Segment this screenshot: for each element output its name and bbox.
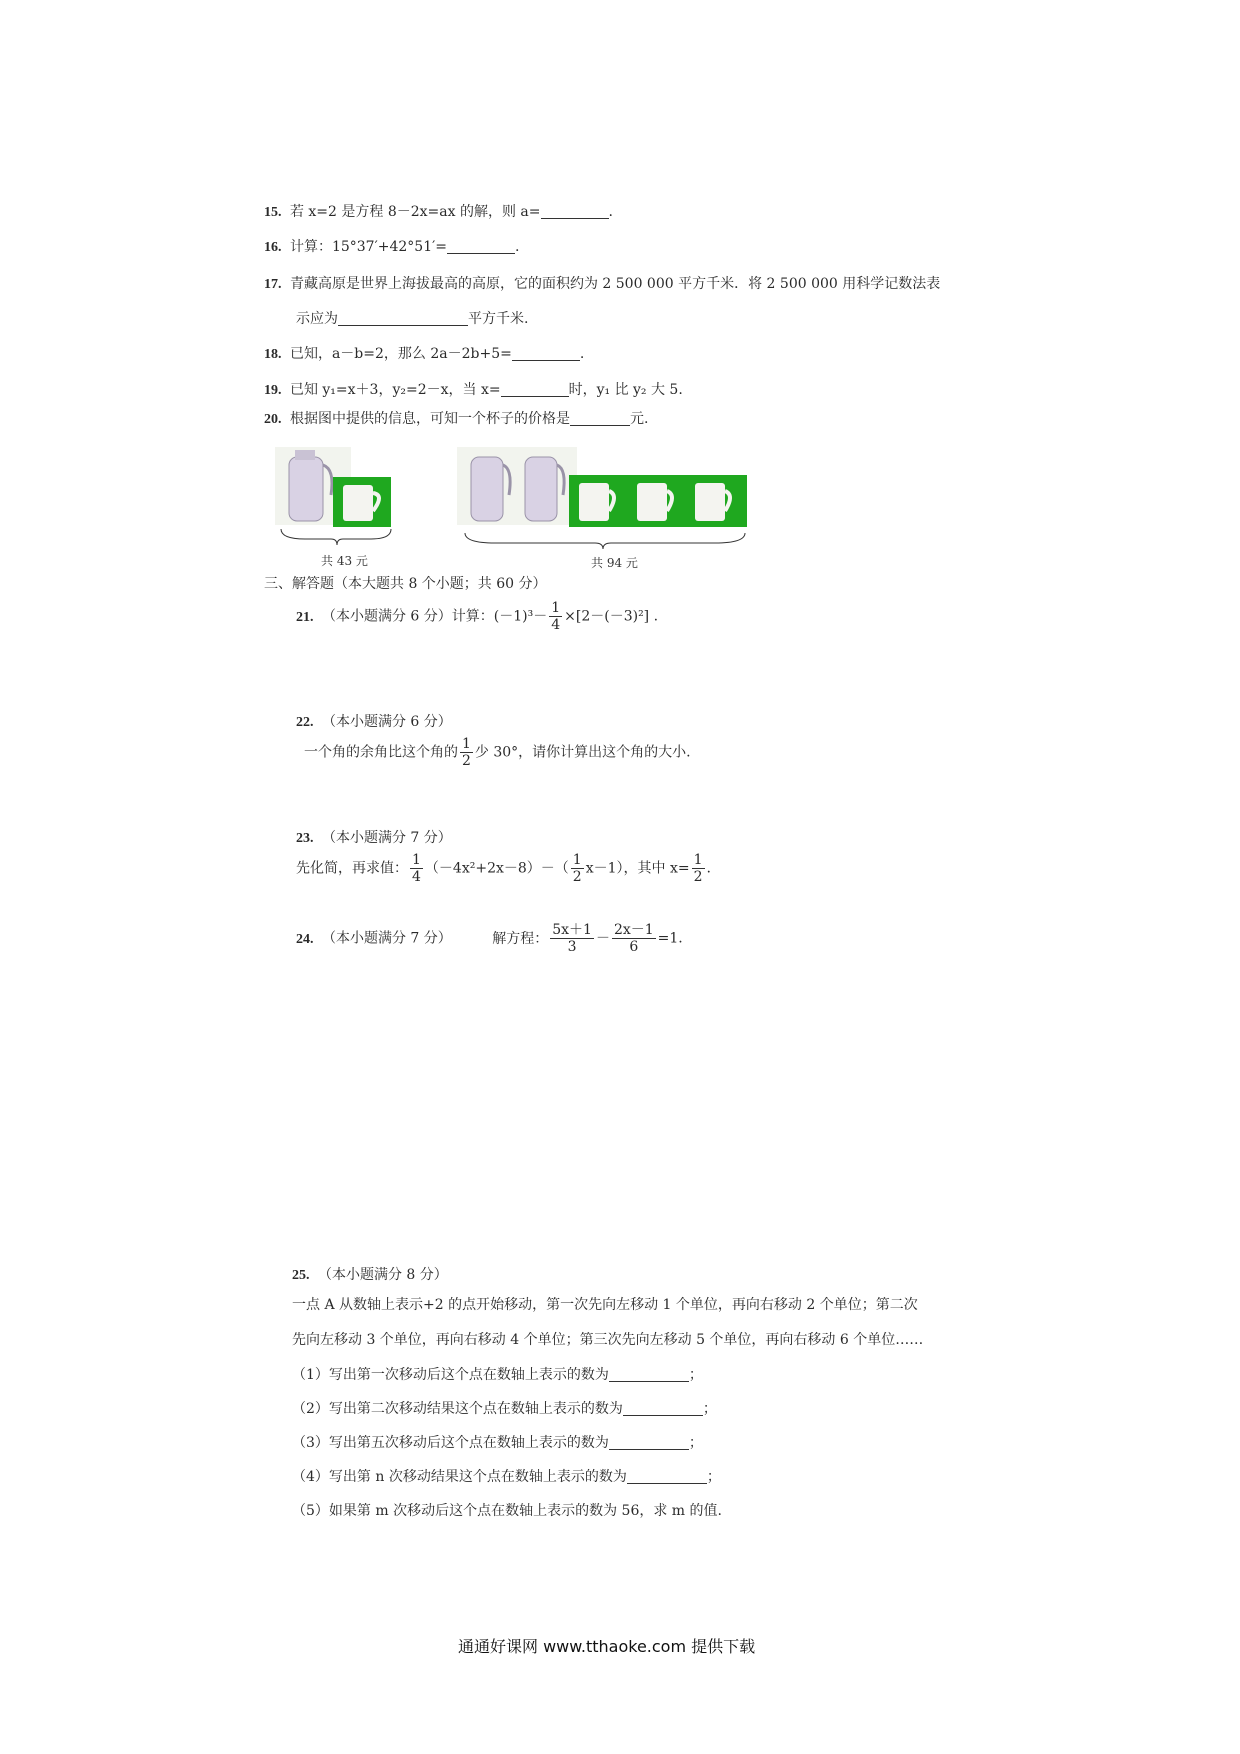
answer-blank[interactable] [501,382,569,397]
question-23-head: 23. （本小题满分 7 分） [296,830,452,846]
answer-blank[interactable] [609,1435,689,1450]
question-text: 青藏高原是世界上海拔最高的高原，它的面积约为 2 500 000 平方千米．将 2 500 000 用科学记数法表 [289,276,941,292]
question-text: 解方程： [492,930,549,947]
sub-question-1: （1）写出第一次移动后这个点在数轴上表示的数为 ； [292,1367,703,1383]
question-text: 已知，a－b=2，那么 2a－2b+5= [289,346,512,362]
question-17-line2: 示应为 平方千米. [296,311,529,327]
fraction: $\frac{1}{2}$ [572,852,582,885]
fraction: $\frac{1}{2}$ [693,852,703,885]
price-label-1: 共 43 元 [321,554,368,568]
answer-blank[interactable] [609,1367,689,1382]
question-19: 19. 已知 y₁=x＋3，y₂=2－x，当 x= 时，y₁ 比 y₂ 大 5. [264,382,683,398]
flask-image [457,447,577,525]
section-title: 三、解答题（本大题共 8 个小题；共 60 分） [264,576,547,592]
question-text: 已知 y₁=x＋3，y₂=2－x，当 x= [289,382,501,398]
question-text: 一个角的余角比这个角的 [304,744,458,761]
fraction: $\frac{5x+1}{3}$ [552,922,592,955]
question-number: 16. [264,240,282,255]
fraction: $\frac{1}{4}$ [551,600,561,633]
question-number: 23. [296,831,314,846]
answer-blank[interactable] [541,204,609,219]
answer-blank[interactable] [512,346,580,361]
question-25-head: 25. （本小题满分 8 分） [292,1267,448,1283]
fraction: $\frac{1}{2}$ [462,736,471,769]
question-25-text-2: 先向左移动 3 个单位，再向右移动 4 个单位；第三次先向左移动 5 个单位，再向右移动 6 个单位…… [292,1332,924,1348]
question-text: 根据图中提供的信息，可知一个杯子的价格是 [289,411,570,427]
question-number: 20. [264,412,282,427]
question-18: 18. 已知，a－b=2，那么 2a－2b+5= . [264,346,585,362]
answer-blank[interactable] [627,1469,707,1484]
sub-question-4: （4）写出第 n 次移动结果这个点在数轴上表示的数为 ； [292,1469,721,1485]
question-number: 21. [296,609,314,625]
question-text: 计算：15°37′+42°51′= [289,239,448,255]
question-number: 17. [264,277,282,292]
question-text: （本小题满分 6 分）计算：(－1)³－ [321,608,548,625]
question-20: 20. 根据图中提供的信息，可知一个杯子的价格是 元. [264,411,649,427]
answer-blank[interactable] [447,239,515,254]
sub-question-5: （5）如果第 m 次移动后这个点在数轴上表示的数为 56，求 m 的值. [292,1503,722,1519]
cup-image [569,475,747,527]
question-number: 19. [264,383,282,398]
brace-left [281,529,391,545]
price-label-2: 共 94 元 [591,556,638,570]
question-22: 一个角的余角比这个角的 $\frac{1}{2}$ 少 30°，请你计算出这个角的大小. [304,736,691,769]
footer-credit: 通通好课网 www.tthaoke.com 提供下载 [458,1637,756,1656]
question-23: 先化简，再求值： $\frac{1}{4}$ （－4x²+2x－8）－（ $\frac{1}{2}$ x－1），其中 x= $\frac{1}{2}$ . [296,852,711,885]
answer-blank[interactable] [570,411,630,426]
cup-image [333,477,391,527]
question-number: 24. [296,931,314,947]
sub-question-3: （3）写出第五次移动后这个点在数轴上表示的数为 ； [292,1435,703,1451]
price-figure [275,447,795,572]
question-24: 24. （本小题满分 7 分） 解方程： $\frac{5x+1}{3}$ － $\frac{2x-1}{6}$ =1. [296,922,683,955]
fraction: $\frac{2x-1}{6}$ [613,922,654,955]
question-25-text-1: 一点 A 从数轴上表示+2 的点开始移动，第一次先向左移动 1 个单位，再向右移动 2 个单位；第二次 [292,1297,918,1313]
question-number: 18. [264,347,282,362]
question-number: 15. [264,205,282,220]
question-15: 15. 若 x=2 是方程 8－2x=ax 的解，则 a= . [264,204,613,220]
question-21: 21. （本小题满分 6 分）计算：(－1)³－ $\frac{1}{4}$ ×[2－(－3)²] . [296,600,659,633]
answer-blank[interactable] [338,311,468,326]
answer-blank[interactable] [623,1401,703,1416]
sub-question-2: （2）写出第二次移动结果这个点在数轴上表示的数为 ； [292,1401,717,1417]
question-number: 25. [292,1268,310,1283]
question-22-head: 22. （本小题满分 6 分） [296,714,452,730]
question-text: 先化简，再求值： [296,860,408,877]
question-text: 若 x=2 是方程 8－2x=ax 的解，则 a= [289,204,541,220]
question-number: 22. [296,715,314,730]
question-17 [264,275,940,294]
question-16: 16. 计算：15°37′+42°51′= . [264,239,520,255]
brace-right [465,533,745,549]
fraction: $\frac{1}{4}$ [412,852,421,885]
